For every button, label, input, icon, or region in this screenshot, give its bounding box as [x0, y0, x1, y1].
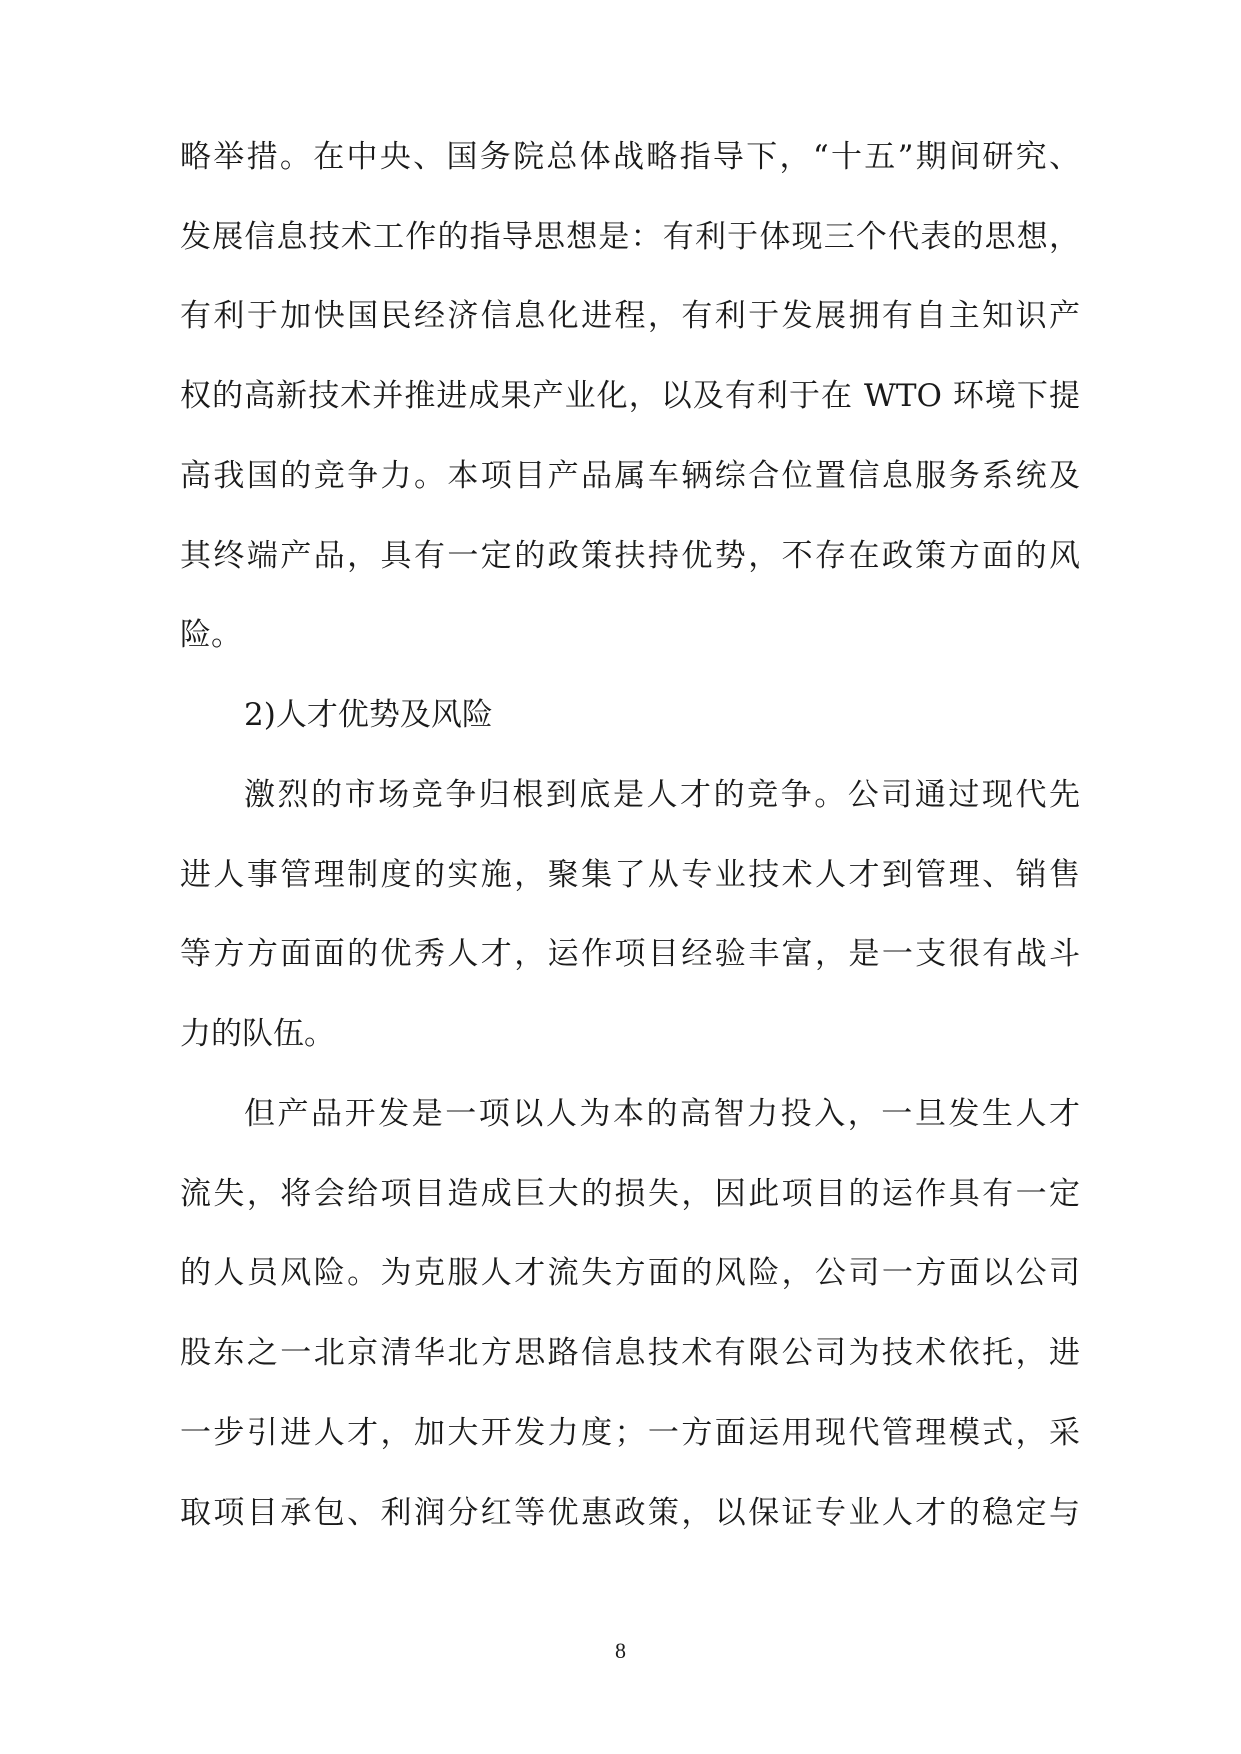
text-line: 险。 — [180, 617, 242, 653]
text-line: 激烈的市场竞争归根到底是人才的竞争。公司通过现代先 — [244, 777, 1080, 813]
text-line: 股东之一北京清华北方思路信息技术有限公司为技术依托，进 — [180, 1335, 1080, 1371]
text-line: 流失，将会给项目造成巨大的损失，因此项目的运作具有一定 — [180, 1176, 1080, 1212]
text-line: 略举措。在中央、国务院总体战略指导下，“十五”期间研究、 — [180, 139, 1080, 175]
text-line: 的人员风险。为克服人才流失方面的风险，公司一方面以公司 — [180, 1255, 1080, 1291]
text-line: 等方方面面的优秀人才，运作项目经验丰富，是一支很有战斗 — [180, 936, 1080, 972]
text-line: 有利于加快国民经济信息化进程，有利于发展拥有自主知识产 — [180, 298, 1080, 334]
text-line: 取项目承包、利润分红等优惠政策，以保证专业人才的稳定与 — [180, 1495, 1080, 1531]
section-heading: 2)人才优势及风险 — [244, 697, 493, 733]
text-line: 高我国的竞争力。本项目产品属车辆综合位置信息服务系统及 — [180, 458, 1080, 494]
text-line: 力的队伍。 — [180, 1016, 335, 1052]
text-line: 一步引进人才，加大开发力度；一方面运用现代管理模式，采 — [180, 1415, 1080, 1451]
text-line: 权的高新技术并推进成果产业化，以及有利于在 WTO 环境下提 — [180, 378, 1080, 414]
text-line: 进人事管理制度的实施，聚集了从专业技术人才到管理、销售 — [180, 857, 1080, 893]
text-line: 其终端产品，具有一定的政策扶持优势，不存在政策方面的风 — [180, 538, 1080, 574]
page-number: 8 — [615, 1638, 626, 1663]
text-line: 发展信息技术工作的指导思想是：有利于体现三个代表的思想， — [180, 219, 1080, 255]
text-line: 但产品开发是一项以人为本的高智力投入，一旦发生人才 — [244, 1096, 1080, 1132]
